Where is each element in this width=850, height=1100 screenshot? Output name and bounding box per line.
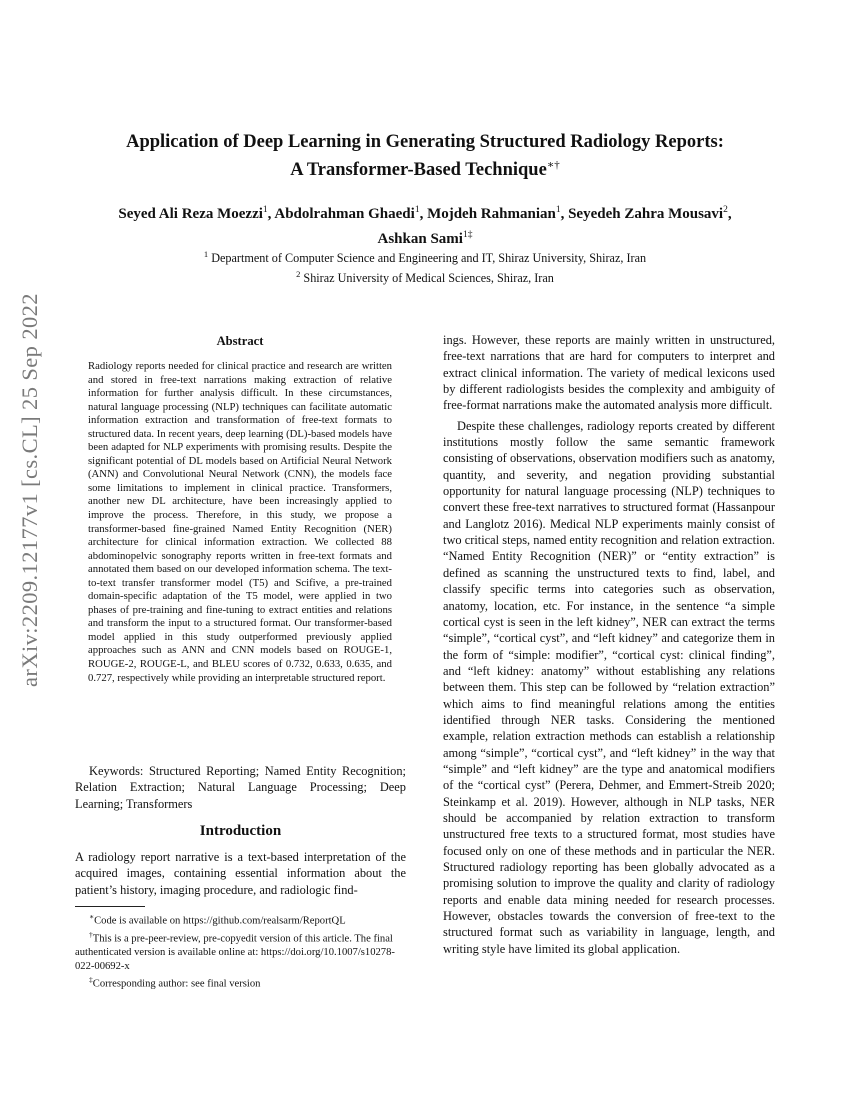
author-separator: ,: [419, 206, 428, 222]
footnote-divider: [75, 906, 145, 907]
footnotes: [75, 910, 406, 991]
author-name: Ashkan Sami: [377, 231, 463, 247]
affiliation-list: [70, 246, 780, 286]
author-name: Seyed Ali Reza Moezzi: [118, 206, 263, 222]
title-footnote-marks: ∗†: [546, 159, 560, 171]
arxiv-identifier-text: arXiv:2209.12177v1 [cs.CL] 25 Sep 2022: [17, 293, 43, 687]
affiliation-text: Shiraz University of Medical Sciences, Shiraz, Iran: [303, 271, 554, 286]
footnote-mark: †: [89, 930, 93, 940]
author-separator: ,: [727, 206, 732, 222]
arxiv-identifier-stamp: [10, 293, 50, 687]
affiliation-mark: 1: [203, 249, 209, 259]
affiliation-item: [70, 246, 780, 266]
affiliation-text: Department of Computer Science and Engineering and IT, Shiraz University, Shiraz, Iran: [211, 251, 647, 266]
author-affiliation-mark: 1: [414, 205, 420, 215]
author-affiliation-mark: 1‡: [462, 230, 473, 240]
paper-title: [70, 131, 780, 182]
footnote-mark: ∗: [89, 912, 95, 921]
author-affiliation-mark: 2: [723, 205, 728, 215]
abstract-body: [88, 360, 392, 685]
introduction-heading: Introduction: [199, 823, 282, 839]
right-column: [443, 332, 775, 957]
footnote-item: [75, 928, 406, 973]
abstract-heading: Abstract: [216, 334, 264, 348]
author-name: Seyedeh Zahra Mousavi: [568, 206, 724, 222]
author-list: [70, 200, 780, 250]
author-name: Mojdeh Rahmanian: [427, 206, 556, 222]
footnote-item: [75, 910, 406, 928]
author-separator: ,: [560, 206, 569, 222]
introduction-paragraph-1-start: A radiology report narrative is a text-based interpretation of the acquired images, containing essential information about the patient’s history, imaging procedure, and radiologic find-: [75, 850, 406, 897]
author-affiliation-mark: 1: [555, 205, 561, 215]
introduction-paragraph-2: Despite these challenges, radiology reports created by different institutions mostly follow the same semantic framework consisting of observations, observation modifiers such as anatomy, quantity, and severity, and negation providing substantial opportunity for natural language processing (NLP) techniques to convert these free-text narratives to structured format (Hassanpour and Langlotz 2016). Medical NLP experiments mainly consist of two critical steps, named entity recognition and relation extraction. “Named Entity Recognition (NER)” or “entity extraction” is defined as scanning the unstructured texts to find, label, and classify specific terms into categories such as observation, anatomy, location, etc. For instance, in the sentence “a simple cortical cyst is seen in the left kidney”, NER can extract the terms “simple”, “cortical cyst”, and “left kidney” and categorize them in the form of “simple: modifier”, “cortical cyst: clinical finding”, and “left kidney: anatomy” without establishing any relations between them. This step can be followed by “relation extraction” which aims to find meaningful relations among the entities identified through NER tasks. Considering the mentioned example, relation extraction methods can establish a relationship among “simple”, “cortical cyst”, and “left kidney” in the way that “simple” and “left kidney” are the type and anatomical modifiers of the “cortical cyst” (Perera, Dehmer, and Emmert-Streib 2020; Steinkamp et al. 2019). However, although in NLP tasks, NER should be accompanied by relation extraction to transform unstructured free texts to a structured format, most studies have focused only on one of these methods and in particular the NER. Structured radiology reporting has been globally advocated as a promising solution to improve the quality and clarity of radiology reports and enable data mining needed for research processes. However, obstacles towards the conversion of free-text to the structured format such as variability in language, length, and writing style have limited its global application.: [443, 418, 775, 956]
title-line-2: A Transformer-Based Technique: [290, 160, 547, 181]
author-affiliation-mark: 1: [262, 205, 268, 215]
footnote-text: Code is available on https://github.com/realsarm/ReportQL: [94, 915, 346, 927]
affiliation-item: [70, 266, 780, 286]
affiliation-mark: 2: [296, 269, 301, 280]
title-line-1: Application of Deep Learning in Generating Structured Radiology Reports:: [126, 132, 724, 152]
footnote-item: [75, 973, 406, 991]
author-separator: ,: [267, 206, 275, 222]
introduction-left-column: [75, 849, 406, 898]
footnote-text: Corresponding author: see final version: [92, 978, 261, 990]
abstract-text: Radiology reports needed for clinical practice and research are written and stored in free-text narrations making extraction of relative information for further analysis difficult. In these circumstances, natural language processing (NLP) techniques can facilitate automatic information extraction and transformation of free-text formats to structured data. In recent years, deep learning (DL)-based models have been adapted for NLP experiments with promising results. Despite the significant potential of DL models based on Artificial Neural Network (ANN) and Convolutional Neural Network (CNN), the models face some limitations to implement in clinical practice. Transformers, another new DL architecture, have been increasingly applied to improve the process. Therefore, in this study, we propose a transformer-based fine-grained Named Entity Recognition (NER) architecture for clinical information extraction. We collected 88 abdominopelvic sonography reports written in free-text formats and annotated them based on our developed information schema. The text-to-text transfer transformer model (T5) and Scifive, a pre-trained domain-specific adaptation of the T5 model, were applied in two phases of pre-training and fine-tuning to extract entities and relations and transform the input to a structured format. Our transformer-based model applied in this study outperformed previously applied approaches such as ANN and CNN models based on ROUGE-1, ROUGE-2, ROUGE-L, and BLEU scores of 0.732, 0.633, 0.635, and 0.727, respectively while providing an interpretable structured report.: [88, 360, 392, 684]
footnote-mark: ‡: [89, 975, 93, 985]
keywords: Keywords: Structured Reporting; Named Entity Recognition; Relation Extraction; Natural Language Processing; Deep Learning; Transformers: [75, 764, 406, 811]
introduction-paragraph-1-continued: ings. However, these reports are mainly written in unstructured, free-text narrations that are hard for computers to interpret and extract clinical information. The variety of medical lexicons used by different radiologists besides the complexity and ambiguity of free-format narrations make the automated analysis more difficult.: [443, 333, 775, 413]
footnote-text: This is a pre-peer-review, pre-copyedit version of this article. The final authenticated version is available online at: https://doi.org/10.1007/s10278-022-00692-x: [75, 933, 395, 972]
author-name: Abdolrahman Ghaedi: [274, 206, 415, 222]
